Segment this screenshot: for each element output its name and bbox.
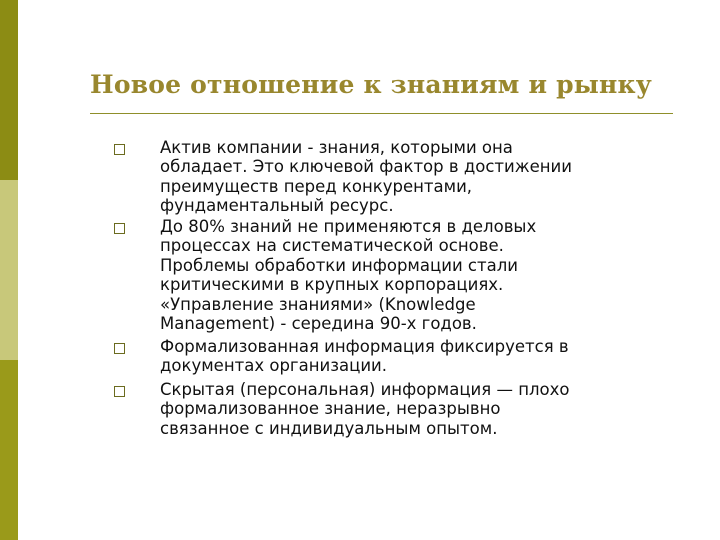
bullet-text: Формализованная информация фиксируется в документах организации.	[160, 337, 569, 376]
bullet-text: Актив компании - знания, которыми она обладает. Это ключевой фактор в достижении преимуществ перед конкурентами, фундаментальный ресурс.	[160, 138, 573, 216]
hollow-square-icon	[114, 386, 125, 397]
hollow-square-icon	[114, 144, 125, 155]
bullet-text: До 80% знаний не применяются в деловых процессах на систематической основе. Проблемы обработки информации стали критическими в крупных корпорациях. «Управление знаниями» (Knowledge Management) - середина 90-х годов.	[160, 217, 537, 334]
hollow-square-icon	[114, 343, 125, 354]
hollow-square-icon	[114, 223, 125, 234]
bullet-text: Скрытая (персональная) информация — плохо формализованное знание, неразрывно связанное с индивидуальным опытом.	[160, 380, 570, 438]
slide-title: Новое отношение к знаниям и рынку	[90, 70, 652, 99]
